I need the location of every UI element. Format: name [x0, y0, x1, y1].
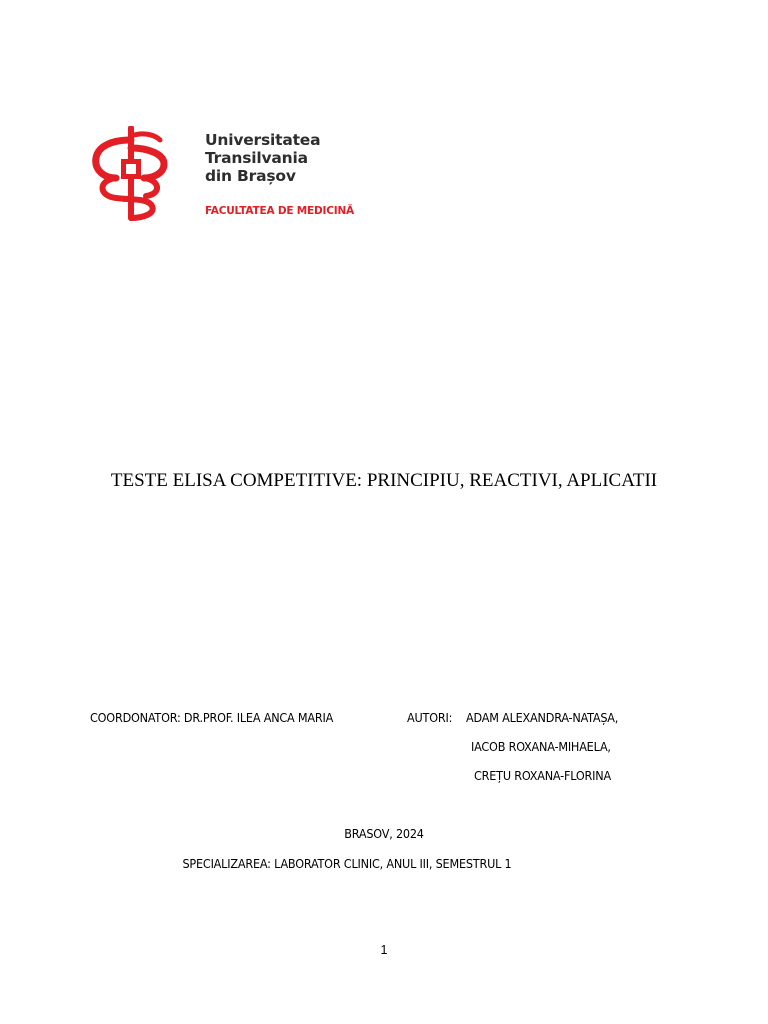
logo-faculty-name: FACULTATEA DE MEDICINĂ [205, 205, 354, 217]
page-number: 1 [380, 943, 388, 957]
author-name: ADAM ALEXANDRA-NATAȘA, [466, 710, 619, 725]
specialization-line: SPECIALIZAREA: LABORATOR CLINIC, ANUL III, SEMESTRUL 1 [182, 856, 512, 871]
place-and-date: BRASOV, 2024 [344, 826, 424, 841]
coordinator-line: COORDONATOR: DR.PROF. ILEA ANCA MARIA [90, 710, 334, 725]
logo-university-line1: Universitatea [205, 131, 321, 149]
author-name: IACOB ROXANA-MIHAELA, [471, 739, 611, 754]
logo-university-line3: din Brașov [205, 167, 296, 185]
university-logo [90, 126, 360, 222]
author-name: CREȚU ROXANA-FLORINA [474, 768, 611, 783]
authors-label: AUTORI: [407, 710, 453, 725]
logo-university-line2: Transilvania [205, 149, 308, 167]
caduceus-emblem-icon [90, 126, 172, 222]
document-title: TESTE ELISA COMPETITIVE: PRINCIPIU, REACTIVI, APLICATII [110, 470, 658, 491]
